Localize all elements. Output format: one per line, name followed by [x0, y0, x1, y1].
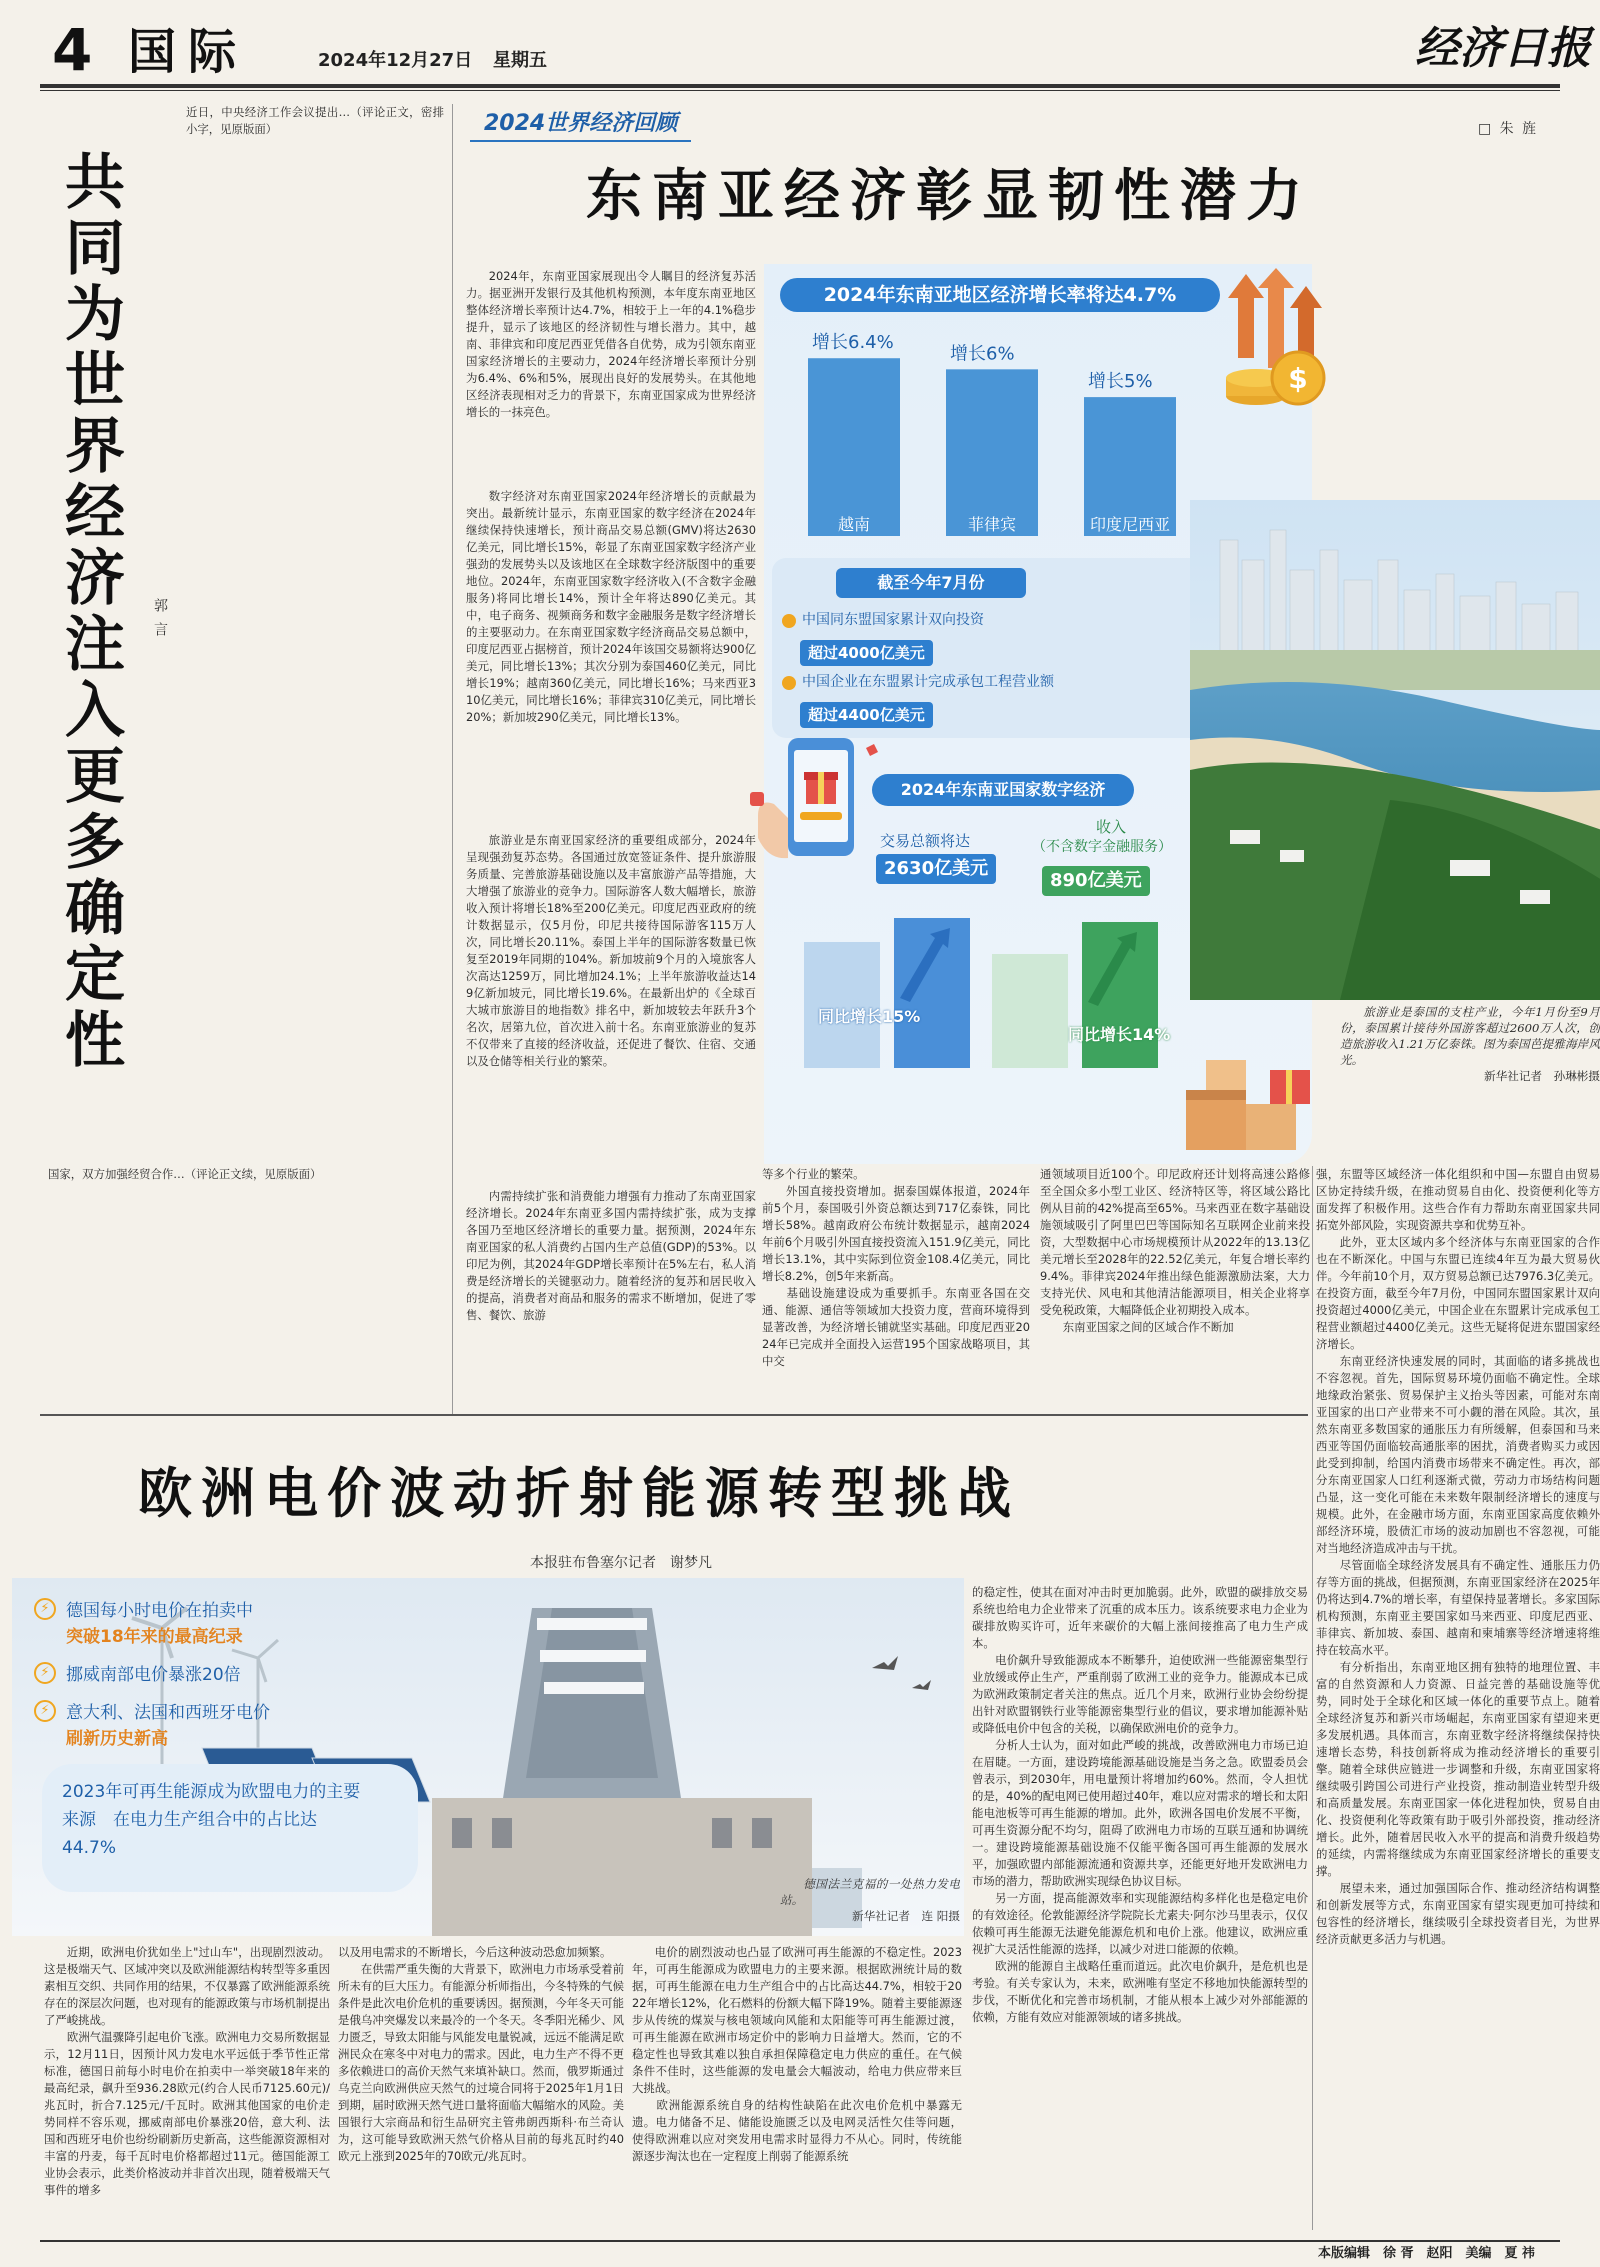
pattaya-photo-caption: [1340, 1004, 1600, 1084]
asean-para-2: 数字经济对东南亚国家2024年经济增长的贡献最为突出。最新统计显示，东南亚国家的数字经济在2024年继续保持快速增长，预计商品交易总额(GMV)将达2630亿美元，同比增长15%，彰显了东南亚国家数字经济产业强劲的发展势头以及该地区在全球数字经济版图中的重要地位。2024年，东南亚国家数字经济收入(不含数字金融服务)将同比增长14%，预计全年将达890亿美元。其中，电子商务、视频商务和数字金融服务是数字经济增长的主要驱动力。在东南亚国家数字经济商品交易总额中，印度尼西亚占据榜首，预计2024年该国交易额将达900亿美元，同比增长13%；其次分别为泰国460亿美元，同比增长19%；越南360亿美元，同比增长16%；马来西亚310亿美元，同比增长16%；菲律宾310亿美元，同比增长20%；新加坡290亿美元，同比增长13%。: [466, 489, 756, 724]
investment-item2-label: 中国企业在东盟累计完成承包工程营业额: [802, 674, 1054, 690]
growth-bar-category-label: 越南: [837, 515, 871, 534]
asean-col-e-text: 强，东盟等区域经济一体化组织和中国—东盟自由贸易区协定持续升级，在推动贸易自由化、投资便利化等方面发挥了积极作用。这些合作有力帮助东南亚国家共同拓宽外部风险，实现资源共享和优势互补。 此外，亚太区域内多个经济体与东南亚国家的合作也在不断深化。中国与东盟已连续4年互为最大贸易伙伴。今年前10个月，双方贸易总额已达7976.3亿美元。在投资方面，截至今年7月份，中国同东盟国家累计双向投资超过4000亿美元，中国企业在东盟累计完成承包工程营业额超过4400亿美元。这些无疑将促进东盟国家经济增长。 东南亚经济快速发展的同时，其面临的诸多挑战也不容忽视。首先，国际贸易环境仍面临不确定性。全球地缘政治紧张、贸易保护主义抬头等因素，可能对东南亚国家的出口产业带来不可小觑的潜在风险。其次，虽然东南亚多数国家的通胀压力有所缓解，但泰国和马来西亚等国仍面临较高通胀率的困扰，消费者购买力或因此受到抑制，给国内消费市场带来不确定性。再次，部分东南亚国家人口红利逐渐式微，劳动力市场结构问题凸显，这一变化可能在未来数年限制经济增长的速度与规模。此外，在金融市场方面，东南亚国家高度依赖外部经济环境，股债汇市场的波动加剧也不容忽视，可能对当地经济造成冲击与干扰。 尽管面临全球经济发展具有不确定性、通胀压力仍存等方面的挑战，但据预测，东南亚国家经济在2025年仍将达到4.7%的增长率，有望保持显著增长。多家国际机构预测，东南亚主要国家如马来西亚、印度尼西亚、菲律宾、新加坡、泰国、越南和柬埔寨等经济增速将维持在较高水平。 有分析指出，东南亚地区拥有独特的地理位置、丰富的自然资源和人力资源、日益完善的基础设施等优势，同时处于全球化和区域一体化的重要节点上。随着全球经济复苏和新兴市场崛起，东南亚国家有望迎来更多发展机遇。具体而言，东南亚数字经济将继续保持快速增长态势，科技创新将成为推动经济增长的重要引擎。随着全球供应链进一步调整和升级，东南亚国家将继续吸引跨国公司进行产业投资，推动制造业转型升级和高质量发展。东南亚国家一体化进程加快，贸易自由化、投资便利化等政策有助于吸引外部投资，推动经济增长。此外，随着居民收入水平的提高和消费升级趋势的延续，内需将继续成为东南亚国家经济增长的重要支撑。 展望未来，通过加强国际合作、推动经济结构调整和创新发展等方式，东南亚国家有望实现更加可持续和包容性的经济增长，继续吸引全球投资者目光，为世界经济贡献更多活力与机遇。: [1316, 1167, 1600, 1946]
commentary-body: [186, 104, 444, 1154]
masthead-rule-thin: [40, 90, 1560, 91]
investment-box-title: 截至今年7月份: [877, 573, 985, 592]
asean-kicker-text: 2024世界经济回顾: [484, 111, 678, 136]
lightning-icon: ⚡: [34, 1700, 56, 1722]
asean-intro-column-b: [466, 1188, 756, 1408]
europe-byline: 本报驻布鲁塞尔记者 谢梦凡: [530, 1555, 712, 1571]
asean-para-4: 内需持续扩张和消费能力增强有力推动了东南亚国家经济增长。2024年东南亚多国内需持续扩张，成为支撑各国乃至地区经济增长的重要力量。据预测，2024年东南亚国家的私人消费约占国内生产总值(GDP)的53%。以印尼为例，其2024年GDP增长率预计在5%左右，私人消费是经济增长的关键驱动力。随着经济的复苏和居民收入的提高，消费者对商品和服务的需求不断增加，促进了零售、餐饮、旅游: [466, 1189, 756, 1322]
europe-info-panel: [12, 1580, 432, 1930]
investment-item1-label: 中国同东盟国家累计双向投资: [802, 612, 984, 628]
info2-text: 挪威南部电价暴涨20倍: [66, 1665, 241, 1685]
growth-bar-value-label: 增长6.4%: [812, 332, 894, 354]
growth-chart-title: 2024年东南亚地区经济增长率将达4.7%: [823, 284, 1177, 306]
issue-date: 2024年12月27日: [318, 50, 473, 71]
digital-title: 2024年东南亚国家数字经济: [900, 780, 1106, 799]
revenue-value: 890亿美元: [1042, 866, 1150, 896]
asean-kicker: [470, 108, 691, 142]
asean-byline: □ 朱 旌: [1478, 121, 1539, 137]
masthead: [0, 0, 1600, 90]
europe-column-3: [632, 1944, 962, 2244]
investment-item2-value: 超过4400亿美元: [800, 702, 933, 728]
column-divider: [452, 104, 453, 1414]
europe-column-right: [972, 1584, 1308, 2244]
europe-col-right-text: 的稳定性，使其在面对冲击时更加脆弱。此外，欧盟的碳排放交易系统也给电力企业带来了沉重的成本压力。该系统要求电力企业为碳排放购买许可，近年来碳价的大幅上涨间接推高了电力生产成本。 电价飙升导致能源成本不断攀升，迫使欧洲一些能源密集型行业放缓或停止生产，严重削弱了欧洲工业的竞争力。能源成本已成为欧洲政策制定者关注的焦点。近几个月来，欧洲行业协会纷纷提出针对欧盟钢铁行业等能源密集型行业的倡议，要求增加能源补贴或降低电价中包含的关税，以确保欧洲电价的竞争力。 分析人士认为，面对如此严峻的挑战，改善欧洲电力市场已迫在眉睫。一方面，建设跨境能源基础设施是当务之急。欧盟委员会曾表示，到2030年，用电量预计将增加约60%。然而，令人担忧的是，40%的配电网已使用超过40年，难以应对需求的增长和太阳能电池板等可再生能源的增加。此外，欧洲各国电价发展不平衡，可再生资源分配不均匀，阻碍了欧洲电力市场的互联互通和协调统一。建设跨境能源基础设施不仅能平衡各国可再生能源的发展水平，加强欧盟内部能源流通和资源共享，还能更好地开发欧洲电力市场的潜力，帮助欧洲实现绿色协议目标。 另一方面，提高能源效率和实现能源结构多样化也是稳定电价的有效途径。伦敦能源经济学院院长尤素夫·阿尔沙马里表示，仅仅依赖可再生能源无法避免能源危机和电价上涨。他建议，欧洲应重视扩大灵活性能源的选择，以减少对进口能源的依赖。 欧洲的能源自主战略任重而道远。此次电价飙升，是危机也是考验。有关专家认为，未来，欧洲唯有坚定不移地加快能源转型的步伐，不断优化和完善市场机制，才能从根本上减少对外部能源的依赖，方能有效应对能源领域的诸多挑战。: [972, 1585, 1308, 2024]
asean-para-1: 2024年，东南亚国家展现出令人瞩目的经济复苏活力。据亚洲开发银行及其他机构预测，本年度东南亚地区整体经济增长率预计达4.7%，相较于上一年的4.1%稳步提升，显示了该地区的经济韧性与增长潜力。其中，越南、菲律宾和印度尼西亚凭借各自优势，成为引领东南亚国家经济增长的主要动力，2024年经济增长率预计分别为6.4%、6%和5%，展现出良好的发展势头。在其他地区经济表现相对乏力的背景下，东南亚国家成为世界经济增长的一抹亮色。: [466, 269, 756, 419]
gmv-value: 2630亿美元: [876, 854, 996, 884]
growth-bar-value-label: 增长5%: [1088, 371, 1153, 393]
investment-box-header: [836, 568, 1026, 598]
commentary-title-text: 共同为世界经济注入更多确定性: [55, 150, 125, 1074]
pattaya-photo: [1190, 500, 1600, 1000]
europe-col1-text: 近期，欧洲电价犹如坐上"过山车"，出现剧烈波动。这是极端天气、区域冲突以及欧洲能源结构转型等多重因素相互交织、共同作用的结果，不仅暴露了欧洲能源系统存在的深层次问题，也对现有的能源政策与市场机制提出了严峻挑战。 欧洲气温骤降引起电价飞涨。欧洲电力交易所数据显示，12月11日，因预计风力发电水平远低于季节性正常标准，德国日前每小时电价在拍卖中一举突破18年来的最高纪录，飙升至936.28欧元(约合人民币7125.60元)/兆瓦时，折合7.125元/千瓦时。欧洲其他国家的电价走势同样不容乐观，挪威南部电价暴涨20倍，意大利、法国和西班牙电价也纷纷刷新历史新高，这些能源资源相对丰富的丹麦，每千瓦时电价格都超过11元。德国能源工业协会表示，此类价格波动并非首次出现，随着极端天气事件的增多: [44, 1945, 330, 2197]
digital-header: [872, 774, 1134, 806]
info3-highlight: 刷新历史新高: [66, 1729, 168, 1749]
info4-text: 2023年可再生能源成为欧盟电力的主要来源 在电力生产组合中的占比达44.7%: [62, 1782, 361, 1858]
coins-growth-icon: [1218, 268, 1328, 418]
section-divider: [40, 1414, 1308, 1416]
issue-weekday: 星期五: [493, 50, 547, 71]
asean-column-c: [762, 1166, 1030, 1410]
right-column-divider: [1312, 1166, 1313, 2230]
investment-item1-value: 超过4000亿美元: [800, 640, 933, 666]
commentary-text-col1: 近日，中央经济工作会议提出…（评论正文，密排小字，见原版面）: [186, 105, 444, 136]
growth-chart: [772, 274, 1228, 574]
gmv-growth: 同比增长15%: [818, 1007, 921, 1026]
footer-rule: [40, 2240, 1560, 2242]
powerplant-caption: [780, 1876, 960, 1936]
masthead-rule: [40, 84, 1560, 88]
growth-chart-title-box: [780, 278, 1220, 312]
asean-col-d-text: 通领域项目近100个。印尼政府还计划将高速公路修至全国众多小型工业区、经济特区等，将区域公路比例从目前的42%提高至65%。马来西亚在数字基础设施领域吸引了阿里巴巴等国际知名互联网企业前来投资，大型数据中心市场规模预计从2022年的13.13亿美元增长至2028年的22.52亿美元，年复合增长率约9.4%。菲律宾2024年推出绿色能源激励法案，大力支持光伏、风电和其他清洁能源项目，相关企业将享受免税政策，大幅降低企业初期投入成本。 东南亚国家之间的区域合作不断加: [1040, 1167, 1310, 1334]
asean-column-d: [1040, 1166, 1310, 1410]
page-number: 4: [52, 16, 93, 84]
lightning-icon: ⚡: [34, 1598, 56, 1620]
info1-highlight: 突破18年来的最高纪录: [66, 1627, 243, 1647]
footer-editors: 本版编辑 徐 胥 赵阳 美编 夏 祎: [1318, 2246, 1536, 2261]
digital-economy-box: [760, 774, 1180, 1064]
growth-bar-category-label: 印度尼西亚: [1089, 515, 1171, 534]
bullet-icon: [782, 614, 796, 628]
asean-column-e: [1316, 1166, 1600, 2230]
europe-column-1: [44, 1944, 330, 2244]
europe-col2-text: 以及用电需求的不断增长，今后这种波动恐愈加频繁。 在供需严重失衡的大背景下，欧洲电力市场承受着前所未有的巨大压力。有能源分析师指出，今冬特殊的气候条件是此次电价危机的重要诱因。据预测，今年冬天可能是俄乌冲突爆发以来最冷的一个冬天。冬季阳光稀少、风力匮乏，导致太阳能与风能发电量锐减，远远不能满足欧洲民众在寒冬中对电力的需求。因此，电力生产不得不更多依赖进口的高价天然气来填补缺口。然而，俄罗斯通过乌克兰向欧洲供应天然气的过境合同将于2025年1月1日到期，届时欧洲天然气进口量将面临大幅缩水的风险。美国银行大宗商品和衍生品研究主管弗朗西斯科·布兰奇认为，这可能导致欧洲天然气价格从目前的每兆瓦时约40欧元上涨到2025年的70欧元/兆瓦时。: [338, 1945, 624, 2163]
growth-bar-value-label: 增长6%: [950, 343, 1015, 365]
revenue-note: （不含数字金融服务）: [1032, 839, 1172, 855]
photo-caption-text: 旅游业是泰国的支柱产业，今年1月份至9月份，泰国累计接待外国游客超过2600万人次，创造旅游收入1.21万亿泰铢。图为泰国芭提雅海岸风光。: [1340, 1005, 1600, 1067]
shopping-boxes-illustration: [1176, 1050, 1326, 1160]
commentary-body-bottom: [48, 1166, 444, 1410]
paper-logo: 经济日报: [1415, 23, 1591, 74]
commentary-text-col2: 国家，双方加强经贸合作…（评论正文续，见原版面）: [48, 1167, 322, 1181]
commentary-title: [50, 150, 130, 1074]
section-name: 国际: [128, 24, 249, 80]
info3-text: 意大利、法国和西班牙电价: [66, 1703, 270, 1723]
revenue-growth: 同比增长14%: [1068, 1025, 1171, 1044]
commentary-author: 郭言: [152, 598, 168, 646]
bullet-icon: [782, 676, 796, 690]
svg-text:$: $: [1288, 362, 1308, 395]
asean-intro-column: [466, 268, 756, 1188]
europe-column-2: [338, 1944, 624, 2244]
pp-caption-text: 德国法兰克福的一处热力发电站。: [780, 1877, 960, 1907]
pp-credit: 新华社记者 连 阳摄: [851, 1909, 960, 1923]
growth-chart-svg: [772, 314, 1228, 574]
asean-para-3: 旅游业是东南亚国家经济的重要组成部分，2024年呈现强劲复苏态势。各国通过放宽签证条件、提升旅游服务质量、完善旅游基础设施以及丰富旅游产品等措施，大大增强了旅游业的竞争力。国际游客人数大幅增长，旅游收入预计将增长18%至200亿美元。印度尼西亚政府的统计数据显示，仅5月份，印尼共接待国际游客115万人次，同比增长20.11%。泰国上半年的国际游客数量已恢复至2019年同期的104%。新加坡前9个月的入境旅客人次高达1259万，同比增加24.1%；上半年旅游收益达149亿新加坡元，同比增长19.6%。在最新出炉的《全球百大城市旅游目的地指数》排名中，新加坡较去年跃升3个名次，居第九位，首次进入前十名。东南亚旅游业的复苏不仅带来了直接的经济收益，还促进了餐饮、住宿、交通以及仓储等相关行业的繁荣。: [466, 833, 756, 1068]
asean-col-c-text: 等多个行业的繁荣。 外国直接投资增加。据泰国媒体报道，2024年前5个月，泰国吸引外资总额达到717亿泰铢，同比增长58%。越南政府公布统计数据显示，越南2024年前6个月吸引外国直接投资流入151.9亿美元，同比增长13.1%，其中实际到位资金108.4亿美元，同比增长8.2%，创5年来新高。 基础设施建设成为重要抓手。东南亚各国在交通、能源、通信等领域加大投资力度，营商环境得到显著改善，为经济增长铺就坚实基础。印度尼西亚2024年已完成并全面投入运营195个国家战略项目，其中交: [762, 1167, 1030, 1368]
growth-bar: [808, 358, 900, 536]
growth-bar: [946, 369, 1038, 536]
revenue-label: 收入: [1096, 818, 1127, 836]
info1-text: 德国每小时电价在拍卖中: [66, 1601, 253, 1621]
europe-title: 欧洲电价波动折射能源转型挑战: [138, 1461, 1020, 1525]
growth-bar-category-label: 菲律宾: [967, 515, 1017, 534]
renewable-box: [42, 1764, 418, 1892]
investment-box: [772, 558, 1222, 738]
photo-credit: 新华社记者 孙琳彬摄: [1484, 1069, 1600, 1083]
europe-col3-text: 电价的剧烈波动也凸显了欧洲可再生能源的不稳定性。2023年，可再生能源成为欧盟电力的主要来源。根据欧洲统计局的数据，可再生能源在电力生产组合中的占比高达44.7%，相较于2022年增长12%，化石燃料的份额大幅下降19%。随着主要能源逐步从传统的煤炭与核电领域向风能和太阳能等可再生能源过渡，可再生能源在欧洲市场定价中的影响力日益增大。然而，它的不稳定性也导致其难以独自承担保障稳定电力供应的重任。在气候条件不佳时，这些能源的发电量会大幅波动，给电力供应带来巨大挑战。 欧洲能源系统自身的结构性缺陷在此次电价危机中暴露无遗。电力储备不足、储能设施匮乏以及电网灵活性欠佳等问题，使得欧洲难以应对突发用电需求时显得力不从心。同时，传统能源逐步淘汰也在一定程度上削弱了能源系统: [632, 1945, 962, 2163]
gmv-label: 交易总额将达: [880, 832, 971, 850]
lightning-icon: ⚡: [34, 1662, 56, 1684]
asean-title: 东南亚经济彰显韧性潜力: [586, 164, 1312, 229]
